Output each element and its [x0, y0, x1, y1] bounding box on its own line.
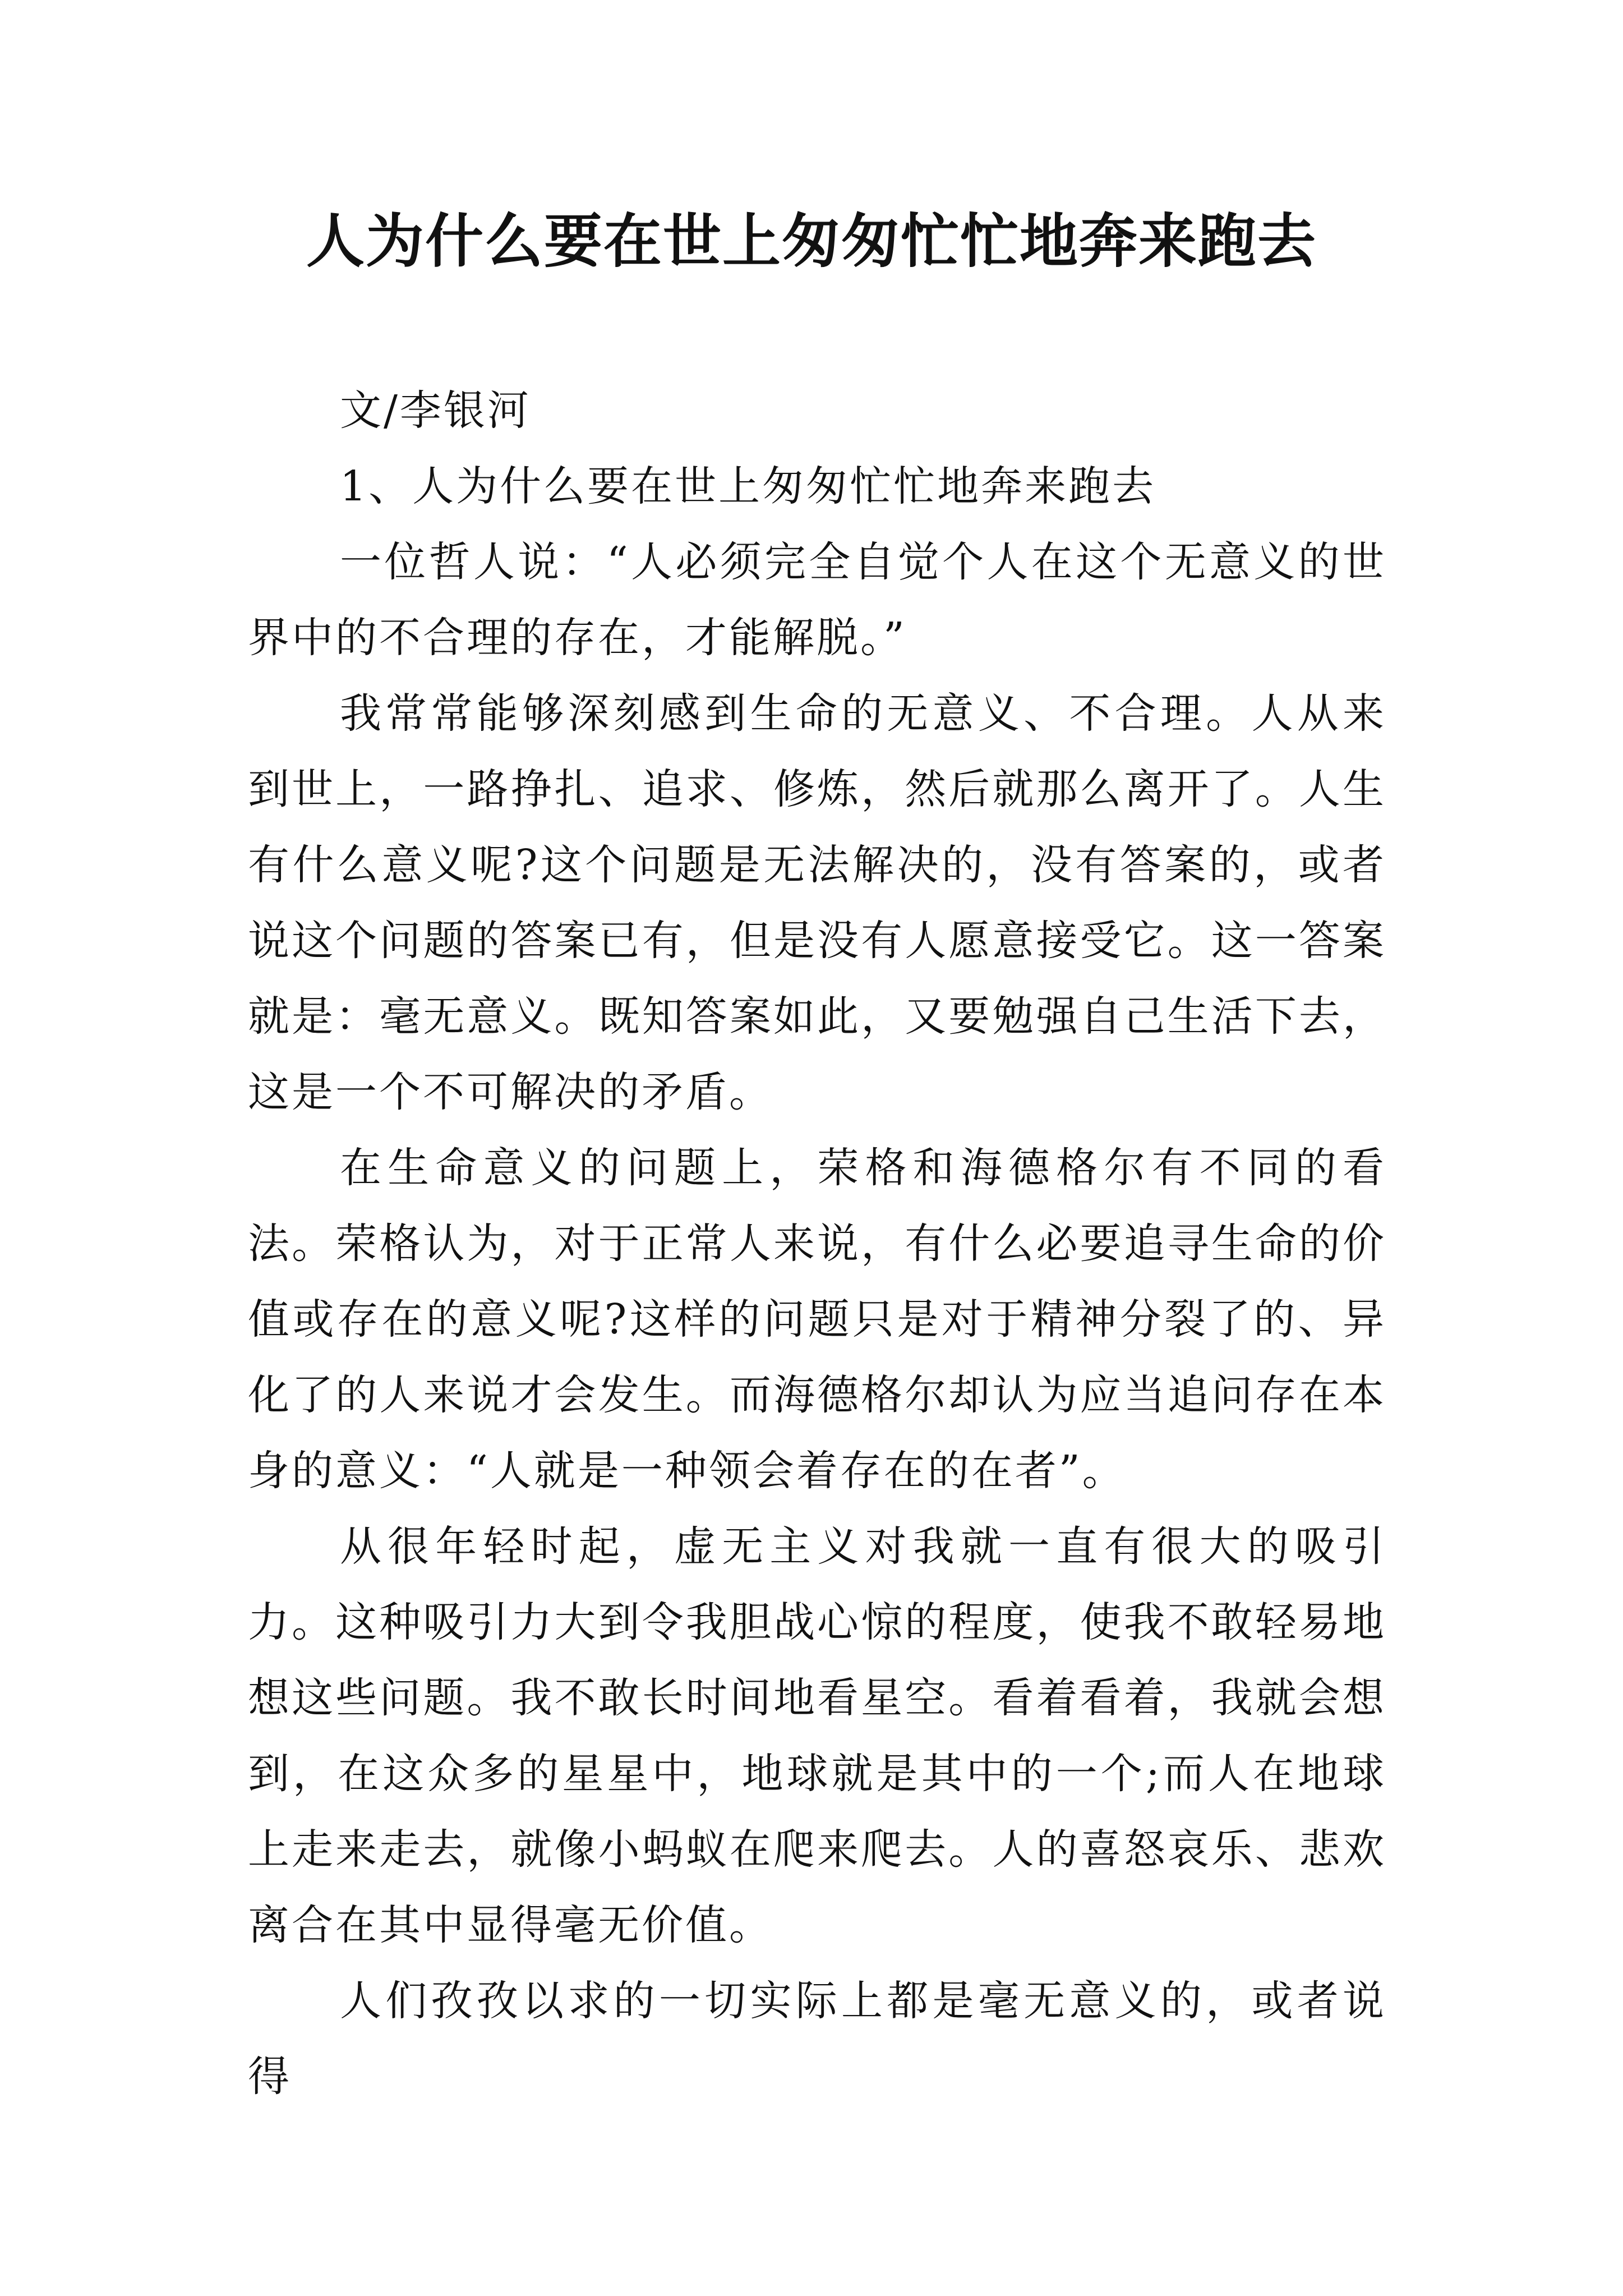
- paragraph: 一位哲人说：“人必须完全自觉个人在这个无意义的世界中的不合理的存在，才能解脱。”: [248, 538, 1386, 662]
- paragraph: 在生命意义的问题上，荣格和海德格尔有不同的看法。荣格认为，对于正常人来说，有什么必要追寻生命的价值或存在的意义呢?这样的问题只是对于精神分裂了的、异化了的人来说才会发生。而海德格尔却认为应当追问存在本身的意义：“人就是一种领会着存在的在者”。: [248, 1144, 1386, 1495]
- paragraph: 从很年轻时起，虚无主义对我就一直有很大的吸引力。这种吸引力大到令我胆战心惊的程度，使我不敢轻易地想这些问题。我不敢长时间地看星空。看着看着，我就会想到，在这众多的星星中，地球就是其中的一个;而人在地球上走来走去，就像小蚂蚁在爬来爬去。人的喜怒哀乐、悲欢离合在其中显得毫无价值。: [248, 1522, 1386, 1949]
- paragraph: 我常常能够深刻感到生命的无意义、不合理。人从来到世上，一路挣扎、追求、修炼，然后就那么离开了。人生有什么意义呢?这个问题是无法解决的，没有答案的，或者说这个问题的答案已有，但是没有人愿意接受它。这一答案就是：毫无意义。既知答案如此，又要勉强自己生活下去，这是一个不可解决的矛盾。: [248, 689, 1386, 1116]
- document-body: [248, 373, 1386, 2115]
- document-title: 人为什么要在世上匆匆忙忙地奔来跑去: [306, 207, 1317, 275]
- byline: 文/李银河: [340, 386, 531, 435]
- section-heading: 1、人为什么要在世上匆匆忙忙地奔来跑去: [340, 462, 1156, 510]
- paragraph: 人们孜孜以求的一切实际上都是毫无意义的，或者说得: [248, 1977, 1386, 2101]
